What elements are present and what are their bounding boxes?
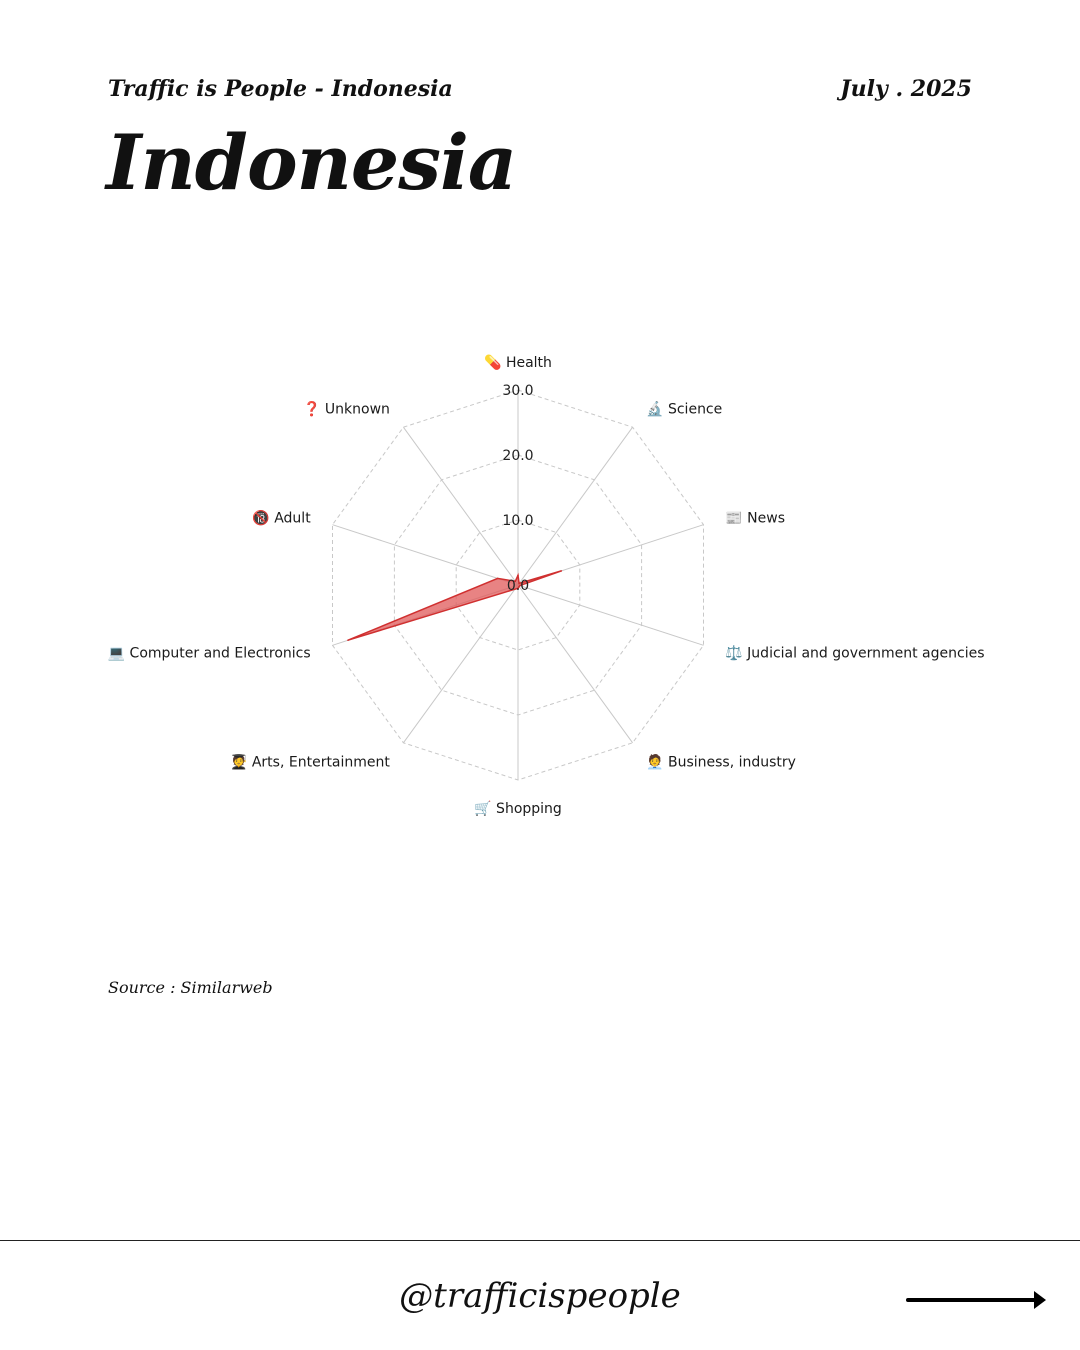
category-label-9: ❓ Unknown bbox=[303, 401, 390, 418]
spoke-6 bbox=[403, 585, 518, 743]
category-label-2: 📰 News bbox=[725, 510, 786, 527]
r-tick-label: 20.0 bbox=[502, 448, 534, 464]
r-tick-label: 10.0 bbox=[502, 513, 534, 529]
spoke-3 bbox=[518, 585, 704, 645]
spoke-4 bbox=[518, 585, 633, 743]
category-label-5: 🛒 Shopping bbox=[474, 801, 562, 817]
series-area-0 bbox=[348, 571, 561, 640]
data-point-7 bbox=[347, 639, 349, 641]
category-label-7: 💻 Computer and Electronics bbox=[107, 645, 311, 662]
category-label-4: 🧑‍💼 Business, industry bbox=[646, 754, 796, 771]
spoke-8 bbox=[333, 525, 519, 585]
series-title: Traffic is People - Indonesia bbox=[108, 76, 453, 102]
spoke-9 bbox=[403, 427, 518, 585]
data-point-0 bbox=[517, 575, 519, 577]
radar-series bbox=[347, 570, 562, 641]
category-label-3: ⚖️ Judicial and government agencies bbox=[725, 645, 985, 662]
radar-labels bbox=[108, 353, 985, 817]
spoke-1 bbox=[518, 427, 633, 585]
category-label-1: 🔬 Science bbox=[646, 401, 723, 418]
report-date: July . 2025 bbox=[840, 76, 972, 102]
social-handle[interactable]: @trafficispeople bbox=[399, 1276, 681, 1316]
footer-divider bbox=[0, 1240, 1080, 1241]
category-label-8: 🔞 Adult bbox=[252, 510, 311, 527]
data-point-8 bbox=[497, 578, 499, 580]
arrow-right-icon[interactable] bbox=[906, 1288, 1048, 1312]
category-label-6: 🧑‍🎓 Arts, Entertainment bbox=[229, 754, 390, 771]
data-point-2 bbox=[561, 570, 563, 572]
r-tick-label: 0.0 bbox=[506, 578, 530, 594]
source-note: Source : Similarweb bbox=[108, 978, 273, 997]
r-tick-label: 30.0 bbox=[502, 383, 534, 399]
category-label-0: 💊 Health bbox=[484, 355, 552, 371]
page-title: Indonesia bbox=[106, 118, 517, 207]
